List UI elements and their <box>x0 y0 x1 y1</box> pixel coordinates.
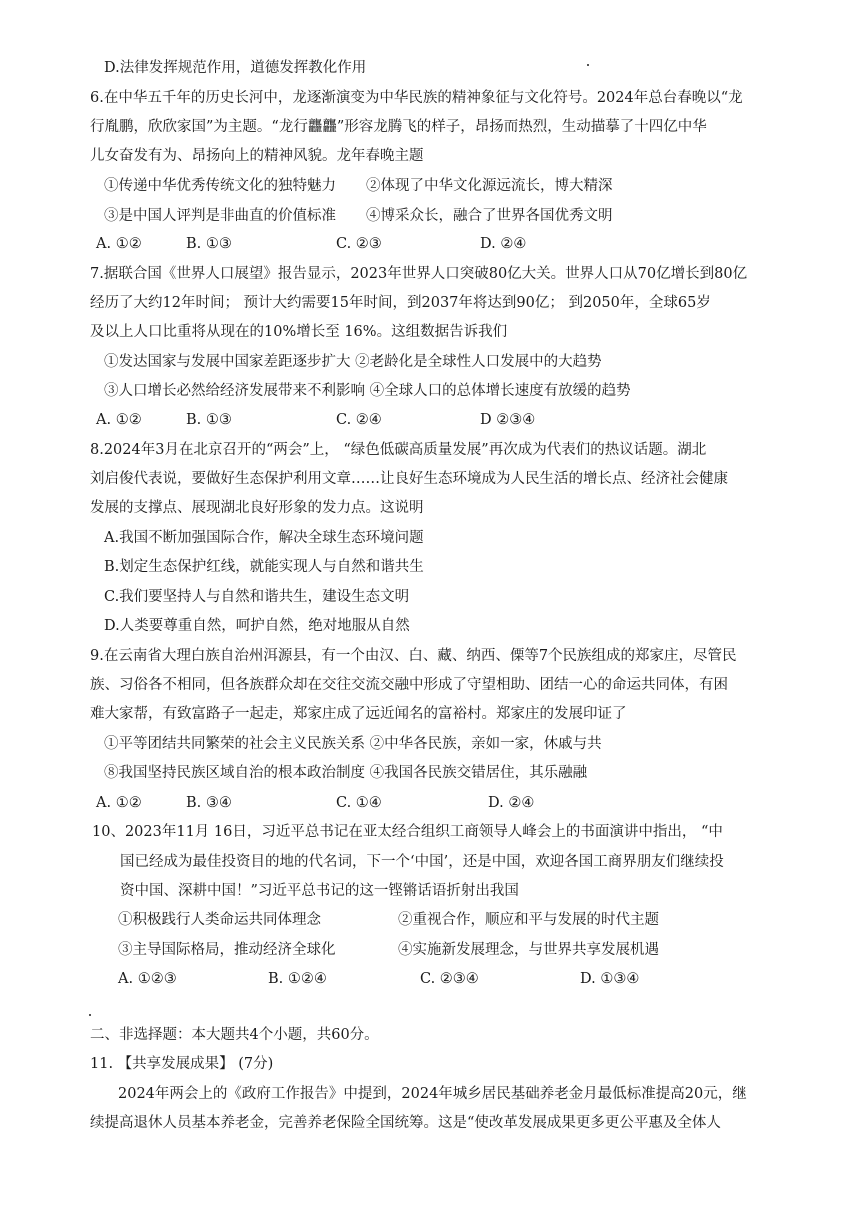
q9-statements-row-1: ①平等团结共同繁荣的社会主义民族关系 ②中华各民族，亲如一家，休戚与共 <box>104 736 602 752</box>
q6-choice-b[interactable]: B. ①③ <box>186 236 232 252</box>
q7-choice-b[interactable]: B. ①③ <box>186 412 232 428</box>
q7-stem-line-3: 及以上人口比重将从现在的10%增长至 16%。这组数据告诉我们 <box>90 324 508 340</box>
q8-choice-b[interactable]: B.划定生态保护红线，就能实现人与自然和谐共生 <box>104 559 424 575</box>
q7-choice-d[interactable]: D ②③④ <box>480 412 536 428</box>
q10-choice-c[interactable]: C. ②③④ <box>420 971 479 987</box>
section-2-heading: 二、非选择题：本大题共4个小题，共60分。 <box>90 1027 379 1043</box>
q8-stem-line-2: 刘启俊代表说，要做好生态保护利用文章……让良好生态环境成为人民生活的增长点、经济社会健康 <box>90 471 728 487</box>
q7-choice-c[interactable]: C. ②④ <box>336 412 382 428</box>
q8-choice-a[interactable]: A.我国不断加强国际合作，解决全球生态环境问题 <box>104 530 424 546</box>
q9-stem-line-3: 难大家帮，有致富路子一起走，郑家庄成了远近闻名的富裕村。郑家庄的发展印证了 <box>90 706 627 722</box>
q9-choice-a[interactable]: A. ①② <box>96 795 142 811</box>
q6-statement-4: ④博采众长，融合了世界各国优秀文明 <box>366 208 613 224</box>
q10-statement-2: ②重视合作，顺应和平与发展的时代主题 <box>398 912 659 928</box>
q10-statement-3: ③主导国际格局，推动经济全球化 <box>118 942 336 958</box>
q8-choice-c[interactable]: C.我们要坚持人与自然和谐共生，建设生态文明 <box>104 589 410 605</box>
q6-stem-line-1: 6.在中华五千年的历史长河中，龙逐渐演变为中华民族的精神象征与文化符号。2024年总台春晚以“龙 <box>90 90 743 106</box>
q9-choice-c[interactable]: C. ①④ <box>336 795 382 811</box>
q9-choice-d[interactable]: D. ②④ <box>488 795 535 811</box>
q11-title: 11. 【共享发展成果】 (7分) <box>90 1056 274 1072</box>
q9-choice-b[interactable]: B. ③④ <box>186 795 232 811</box>
q6-statement-3: ③是中国人评判是非曲直的价值标准 <box>104 208 336 224</box>
q10-statement-1: ①积极践行人类命运共同体理念 <box>118 912 321 928</box>
q10-stem-line-3: 资中国、深耕中国！”习近平总书记的这一铿锵话语折射出我国 <box>120 883 519 899</box>
q8-choice-d[interactable]: D.人类要尊重自然，呵护自然，绝对地服从自然 <box>104 618 410 634</box>
q6-statement-1: ①传递中华优秀传统文化的独特魅力 <box>104 178 336 194</box>
q8-stem-line-3: 发展的支撑点、展现湖北良好形象的发力点。这说明 <box>90 500 424 516</box>
q10-statement-4: ④实施新发展理念，与世界共享发展机遇 <box>398 942 659 958</box>
scan-speck <box>89 1014 91 1016</box>
q10-stem-line-2: 国已经成为最佳投资目的地的代名词，下一个‘中国’，还是中国，欢迎各国工商界朋友们继续投 <box>120 854 724 870</box>
q6-statement-2: ②体现了中华文化源远流长，博大精深 <box>366 178 613 194</box>
q6-choice-d[interactable]: D. ②④ <box>480 236 527 252</box>
q11-body-line-1: 2024年两会上的《政府工作报告》中提到，2024年城乡居民基础养老金月最低标准提高20元，继 <box>118 1086 747 1102</box>
q7-statements-row-1: ①发达国家与发展中国家差距逐步扩大 ②老龄化是全球性人口发展中的大趋势 <box>104 354 602 370</box>
q7-statements-row-2: ③人口增长必然给经济发展带来不利影响 ④全球人口的总体增长速度有放缓的趋势 <box>104 383 631 399</box>
q7-stem-line-1: 7.据联合国《世界人口展望》报告显示，2023年世界人口突破80亿大关。世界人口从70亿增长到80亿 <box>90 266 748 282</box>
q10-choice-a[interactable]: A. ①②③ <box>118 971 177 987</box>
q7-stem-line-2: 经历了大约12年时间； 预计大约需要15年时间，到2037年将达到90亿； 到2050年，全球65岁 <box>90 295 711 311</box>
q11-body-line-2: 续提高退休人员基本养老金，完善养老保险全国统筹。这是“使改革发展成果更多更公平惠及全体人 <box>90 1115 721 1131</box>
q6-stem-line-2: 行胤鹏，欣欣家国”为主题。“龙行龘龘”形容龙腾飞的样子，昂扬而热烈，生动描摹了十四亿中华 <box>90 119 707 135</box>
q9-stem-line-1: 9.在云南省大理白族自治州洱源县，有一个由汉、白、藏、纳西、傈等7个民族组成的郑家庄，尽管民 <box>90 648 737 664</box>
q6-choice-c[interactable]: C. ②③ <box>336 236 382 252</box>
q6-choice-a[interactable]: A. ①② <box>96 236 142 252</box>
q10-choice-b[interactable]: B. ①②④ <box>268 971 327 987</box>
q7-choice-a[interactable]: A. ①② <box>96 412 142 428</box>
q9-stem-line-2: 族、习俗各不相同，但各族群众却在交往交流交融中形成了守望相助、团结一心的命运共同体，有困 <box>90 677 728 693</box>
q10-stem-line-1: 10、2023年11月 16日，习近平总书记在亚太经合组织工商领导人峰会上的书面演讲中指出， “中 <box>92 824 723 840</box>
q9-statements-row-2: ⑧我国坚持民族区域自治的根本政治制度 ④我国各民族交错居住，其乐融融 <box>104 765 588 781</box>
q10-choice-d[interactable]: D. ①③④ <box>580 971 640 987</box>
q8-stem-line-1: 8.2024年3月在北京召开的“两会”上， “绿色低碳高质量发展”再次成为代表们的热议话题。湖北 <box>90 442 707 458</box>
scan-speck <box>587 64 589 66</box>
q5-option-d: D.法律发挥规范作用，道德发挥教化作用 <box>104 60 367 76</box>
q6-stem-line-3: 儿女奋发有为、昂扬向上的精神风貌。龙年春晚主题 <box>90 148 424 164</box>
